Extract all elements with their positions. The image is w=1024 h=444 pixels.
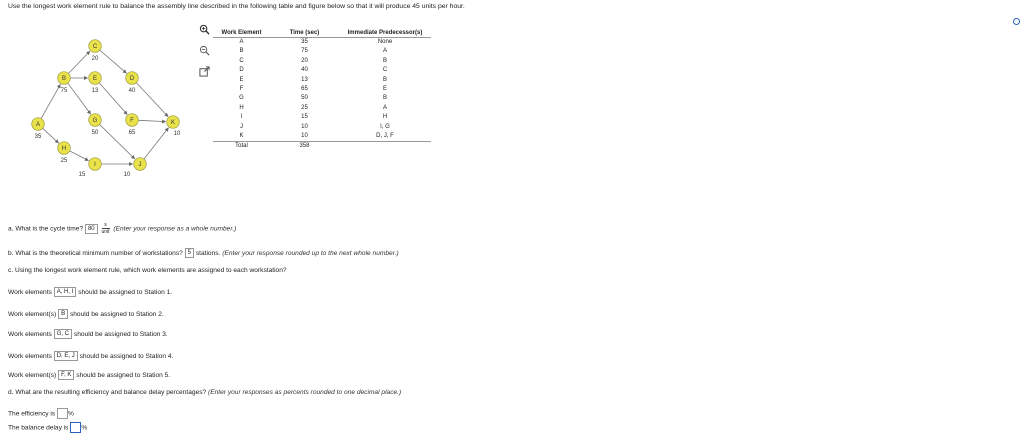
edge-F-K bbox=[138, 120, 165, 121]
balance-delay-label: The balance delay is bbox=[8, 424, 69, 432]
question-b-hint: (Enter your response rounded up to the next whole number.) bbox=[222, 249, 399, 257]
node-time: 25 bbox=[60, 158, 68, 164]
node-label: D bbox=[129, 76, 135, 82]
table-total-row bbox=[213, 142, 431, 152]
cell-time: 65 bbox=[301, 85, 308, 92]
cell-element: C bbox=[239, 57, 244, 64]
cell-time: 25 bbox=[301, 104, 308, 111]
diagram-nodes bbox=[32, 40, 181, 178]
assignment-suffix: should be assigned to Station 5. bbox=[76, 371, 171, 379]
table-row bbox=[213, 132, 431, 142]
station-2-elements-input[interactable]: B bbox=[58, 309, 68, 319]
edge-C-D bbox=[100, 50, 127, 73]
node-time: 15 bbox=[78, 172, 86, 178]
zoom-out-icon[interactable] bbox=[199, 45, 210, 56]
question-c-label: c. Using the longest work element rule, which work elements are assigned to each workstation? bbox=[8, 267, 287, 274]
cell-element: D bbox=[239, 67, 244, 74]
table-row bbox=[213, 94, 431, 103]
node-label: H bbox=[61, 146, 67, 152]
table-row bbox=[213, 57, 431, 66]
problem-intro: Use the longest work element rule to balance the assembly line described in the following table and figure below so that it will produce 45 units per hour. bbox=[8, 3, 465, 10]
edge-H-I bbox=[70, 151, 89, 161]
header-predecessors: Immediate Predecessor(s) bbox=[347, 30, 423, 36]
cell-element: E bbox=[239, 76, 244, 83]
assignment-prefix: Work elements bbox=[8, 288, 52, 296]
edge-J-K bbox=[144, 128, 169, 159]
question-d-hint: (Enter your responses as percents rounded to one decimal place.) bbox=[208, 389, 402, 396]
cycle-time-input[interactable]: 80 bbox=[85, 224, 98, 234]
cell-predecessor: B bbox=[382, 76, 387, 83]
cell-predecessor: B bbox=[382, 95, 387, 102]
node-time: 35 bbox=[34, 134, 42, 140]
balance-delay-row bbox=[8, 422, 87, 433]
node-time: 10 bbox=[123, 172, 131, 178]
total-label: Total bbox=[235, 143, 248, 150]
node-I bbox=[79, 158, 102, 178]
assignment-prefix: Work element(s) bbox=[8, 371, 57, 379]
table-row bbox=[213, 85, 431, 94]
station-assignment-row bbox=[8, 309, 164, 319]
edge-A-H bbox=[43, 128, 59, 143]
unit-denominator: unit bbox=[101, 229, 110, 235]
node-D bbox=[126, 72, 139, 94]
unit-numerator: s bbox=[102, 222, 110, 229]
cell-predecessor: I, G bbox=[380, 123, 390, 130]
cell-element: I bbox=[240, 114, 243, 121]
efficiency-row bbox=[8, 408, 74, 419]
node-label: F bbox=[130, 118, 134, 124]
cell-time: 75 bbox=[301, 48, 308, 55]
node-B bbox=[58, 72, 71, 94]
cell-element: F bbox=[239, 85, 244, 92]
question-b-suffix: stations. bbox=[195, 249, 221, 257]
node-time: 20 bbox=[91, 56, 99, 62]
node-time: 50 bbox=[91, 130, 99, 136]
cell-element: K bbox=[239, 132, 244, 139]
question-a bbox=[8, 222, 236, 235]
efficiency-input[interactable] bbox=[57, 408, 68, 419]
table-row bbox=[213, 66, 431, 75]
station-5-elements-input[interactable]: F, K bbox=[58, 370, 74, 380]
node-K bbox=[167, 116, 181, 137]
header-time: Time (sec) bbox=[289, 30, 320, 36]
cell-predecessor: B bbox=[382, 57, 387, 64]
edge-E-F bbox=[99, 83, 127, 115]
balance-delay-percent: % bbox=[81, 424, 88, 432]
assignment-suffix: should be assigned to Station 4. bbox=[79, 352, 174, 360]
table-row bbox=[213, 37, 431, 47]
question-a-label: a. What is the cycle time? bbox=[8, 225, 84, 233]
node-label: E bbox=[92, 76, 98, 82]
cell-predecessor: H bbox=[382, 114, 388, 121]
table-row bbox=[213, 123, 431, 132]
node-E bbox=[89, 72, 102, 94]
cell-predecessor: E bbox=[382, 85, 387, 92]
cell-predecessor: A bbox=[382, 48, 387, 55]
cell-time: 10 bbox=[301, 123, 308, 130]
table-row bbox=[213, 47, 431, 56]
node-label: G bbox=[92, 118, 98, 124]
node-label: B bbox=[61, 76, 67, 82]
assignment-prefix: Work elements bbox=[8, 330, 52, 338]
cell-predecessor: A bbox=[382, 104, 387, 111]
question-d-label: d. What are the resulting efficiency and balance delay percentages? bbox=[8, 389, 207, 396]
station-assignment-row bbox=[8, 287, 172, 297]
assignment-prefix: Work elements bbox=[8, 352, 52, 360]
cell-element: H bbox=[239, 104, 244, 111]
cell-time: 10 bbox=[301, 132, 308, 139]
assignment-suffix: should be assigned to Station 1. bbox=[78, 288, 173, 296]
node-label: A bbox=[35, 122, 41, 128]
node-time: 10 bbox=[173, 131, 181, 137]
cell-predecessor: None bbox=[377, 38, 393, 45]
station-assignment-row bbox=[8, 329, 168, 339]
edge-A-B bbox=[41, 84, 60, 118]
cell-element: G bbox=[239, 95, 244, 102]
node-time: 13 bbox=[91, 88, 99, 94]
station-3-elements-input[interactable]: G, C bbox=[54, 329, 72, 339]
node-label: J bbox=[138, 162, 142, 168]
edge-B-C bbox=[68, 51, 90, 73]
node-A bbox=[32, 118, 45, 140]
edge-D-K bbox=[136, 83, 168, 117]
node-F bbox=[126, 114, 139, 136]
zoom-in-icon[interactable] bbox=[199, 24, 210, 35]
cell-element: B bbox=[239, 48, 244, 55]
assignment-prefix: Work element(s) bbox=[8, 310, 57, 318]
edge-B-G bbox=[68, 83, 91, 114]
cell-time: 50 bbox=[301, 95, 308, 102]
balance-delay-input[interactable] bbox=[70, 422, 81, 433]
cell-time: 40 bbox=[301, 67, 308, 74]
question-b-label: b. What is the theoretical minimum number of workstations? bbox=[8, 249, 183, 257]
cell-element: A bbox=[239, 38, 244, 45]
question-a-hint: (Enter your response as a whole number.) bbox=[113, 225, 237, 233]
cell-predecessor: C bbox=[382, 67, 388, 74]
node-C bbox=[89, 40, 102, 62]
header-work-element: Work Element bbox=[221, 30, 262, 36]
station-assignment-row bbox=[8, 351, 173, 361]
cell-element: J bbox=[240, 123, 243, 130]
node-time: 75 bbox=[60, 88, 68, 94]
table-row bbox=[213, 104, 431, 113]
station-1-elements-input[interactable]: A, H, I bbox=[54, 287, 77, 297]
node-time: 40 bbox=[128, 88, 136, 94]
node-J bbox=[124, 158, 147, 178]
cell-time: 15 bbox=[301, 114, 308, 121]
precedence-diagram bbox=[28, 36, 198, 186]
refresh-icon[interactable] bbox=[1013, 18, 1020, 25]
assignment-suffix: should be assigned to Station 3. bbox=[73, 330, 168, 338]
cell-time: 20 bbox=[301, 57, 308, 64]
cell-predecessor: D, J, F bbox=[376, 132, 394, 139]
popout-icon[interactable] bbox=[199, 66, 210, 77]
node-label: K bbox=[170, 120, 176, 126]
node-H bbox=[58, 142, 71, 164]
cell-time: 13 bbox=[301, 76, 308, 83]
efficiency-percent: % bbox=[68, 410, 74, 418]
work-element-table bbox=[213, 30, 431, 152]
node-G bbox=[89, 114, 102, 136]
cycle-time-unit bbox=[102, 222, 110, 235]
table-row bbox=[213, 76, 431, 85]
node-label: C bbox=[92, 44, 98, 50]
total-value: 358 bbox=[299, 143, 310, 150]
question-b bbox=[8, 248, 399, 258]
question-d bbox=[8, 390, 401, 397]
station-assignment-row bbox=[8, 370, 170, 380]
assignment-suffix: should be assigned to Station 2. bbox=[69, 310, 164, 318]
efficiency-label: The efficiency is bbox=[8, 410, 56, 418]
station-4-elements-input[interactable]: D, E, J bbox=[54, 351, 78, 361]
min-workstations-input[interactable]: 5 bbox=[185, 248, 194, 258]
node-time: 65 bbox=[128, 130, 136, 136]
table-row bbox=[213, 113, 431, 122]
node-label: I bbox=[94, 162, 96, 168]
cell-time: 35 bbox=[301, 38, 308, 45]
